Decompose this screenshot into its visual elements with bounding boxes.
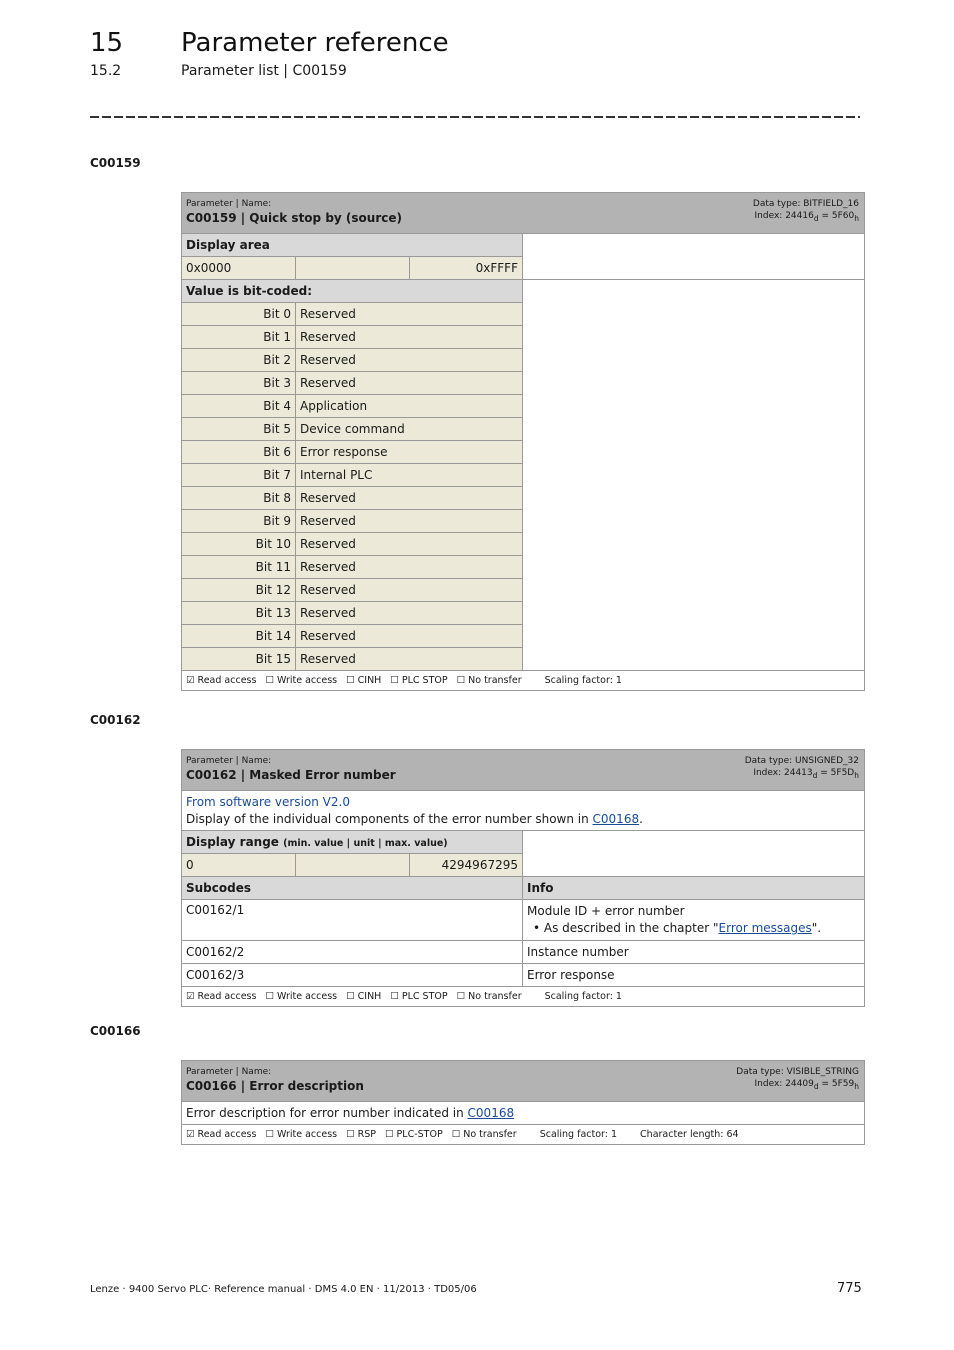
- c00168-link[interactable]: C00168: [592, 811, 640, 826]
- chapter-title: Parameter reference: [181, 28, 449, 58]
- param-index: Index: $24409_d = 5F59_h$: [754, 1079, 859, 1091]
- bit-row: Bit 4 Application: [182, 395, 865, 418]
- display-area-label: Display area: [182, 234, 523, 257]
- bit-row: Bit 5 Device command: [182, 418, 865, 441]
- c00159-section-label: C00159: [90, 156, 141, 170]
- display-range-label: Display range (min. value | unit | max. value): [182, 831, 523, 854]
- min-value: 0x0000: [182, 257, 296, 280]
- bit-row: Bit 7 Internal PLC: [182, 464, 865, 487]
- bit-row: Bit 2 Reserved: [182, 349, 865, 372]
- c00162-section-label: C00162: [90, 713, 141, 727]
- bit-row: Bit 10 Reserved: [182, 533, 865, 556]
- bit-row: Bit 9 Reserved: [182, 510, 865, 533]
- subcodes-header: Subcodes: [182, 877, 523, 900]
- error-messages-link[interactable]: Error messages: [718, 921, 812, 935]
- bit-row: Bit 12 Reserved: [182, 579, 865, 602]
- section-number: 15.2: [90, 63, 122, 79]
- subcode-row: C00162/2 Instance number: [182, 941, 865, 964]
- param-name: C00166 | Error description: [186, 1079, 364, 1093]
- access-footer: ☑ Read access ☐ Write access ☐ CINH ☐ PLC STOP ☐ No transfer Scaling factor: 1: [182, 987, 865, 1007]
- c00159-table: [181, 192, 865, 691]
- blank-cell: [523, 280, 865, 671]
- unit-cell: [296, 257, 410, 280]
- section-title: Parameter list | C00159: [181, 63, 347, 79]
- bit-row: Bit 15 Reserved: [182, 648, 865, 671]
- param-index: Index: $24416_d = 5F60_h$: [754, 211, 859, 223]
- description-cell: Error description for error number indicated in C00168: [182, 1102, 865, 1125]
- min-value: 0: [182, 854, 296, 877]
- blank-cell: [523, 831, 865, 877]
- scaling-factor: Scaling factor: 1: [544, 675, 622, 686]
- bit-row: Bit 6 Error response: [182, 441, 865, 464]
- bit-row: Bit 13 Reserved: [182, 602, 865, 625]
- bit-row: Bit 8 Reserved: [182, 487, 865, 510]
- page-number: 775: [837, 1281, 862, 1296]
- max-value: 4294967295: [410, 854, 523, 877]
- max-value: 0xFFFF: [410, 257, 523, 280]
- bit-row: Bit 1 Reserved: [182, 326, 865, 349]
- software-version: From software version V2.0: [186, 794, 350, 809]
- bit-row: Bit 11 Reserved: [182, 556, 865, 579]
- data-type: Data type: BITFIELD_16: [752, 199, 859, 209]
- data-type: Data type: VISIBLE_STRING: [736, 1067, 859, 1077]
- c00162-table: [181, 749, 865, 1007]
- data-type: Data type: UNSIGNED_32: [744, 756, 859, 766]
- param-label: Parameter | Name:: [186, 1067, 272, 1077]
- bit-row: Bit 0 Reserved: [182, 303, 865, 326]
- c00168-link[interactable]: C00168: [467, 1106, 515, 1120]
- character-length: Character length: 64: [640, 1129, 739, 1140]
- access-footer: ☑ Read access ☐ Write access ☐ CINH ☐ PLC STOP ☐ No transfer Scaling factor: 1: [182, 671, 865, 691]
- unit-cell: [296, 854, 410, 877]
- scaling-factor: Scaling factor: 1: [544, 991, 622, 1002]
- access-footer: ☑ Read access ☐ Write access ☐ RSP ☐ PLC-STOP ☐ No transfer Scaling factor: 1 Character length: 64: [182, 1125, 865, 1145]
- description-cell: From software version V2.0 Display of the individual components of the error number shown in C00168.: [182, 791, 865, 831]
- blank-cell: [523, 234, 865, 280]
- document-footer: Lenze · 9400 Servo PLC· Reference manual · DMS 4.0 EN · 11/2013 · TD05/06: [90, 1284, 477, 1295]
- param-index: Index: $24413_d = 5F5D_h$: [753, 768, 859, 780]
- bit-row: Bit 3 Reserved: [182, 372, 865, 395]
- param-label: Parameter | Name:: [186, 756, 272, 766]
- subcode-row: C00162/1 Module ID + error number • As described in the chapter "Error messages".: [182, 900, 865, 941]
- info-header: Info: [523, 877, 865, 900]
- param-label: Parameter | Name:: [186, 199, 272, 209]
- c00166-section-label: C00166: [90, 1024, 141, 1038]
- bitcoded-label: Value is bit-coded:: [182, 280, 523, 303]
- param-name: C00162 | Masked Error number: [186, 768, 396, 782]
- param-name: C00159 | Quick stop by (source): [186, 211, 402, 225]
- c00166-table: [181, 1060, 865, 1145]
- chapter-number: 15: [90, 28, 124, 58]
- subcode-row: C00162/3 Error response: [182, 964, 865, 987]
- scaling-factor: Scaling factor: 1: [539, 1129, 618, 1140]
- bit-row: Bit 14 Reserved: [182, 625, 865, 648]
- header-divider: [90, 116, 860, 118]
